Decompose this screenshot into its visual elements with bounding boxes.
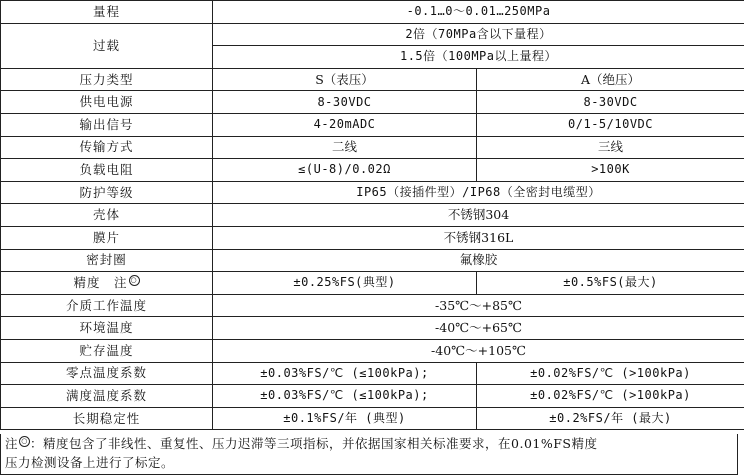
cell-value: 不锈钢304 xyxy=(213,204,744,227)
row-label: 负载电阻 xyxy=(1,159,213,182)
row-label: 密封圈 xyxy=(1,249,213,272)
table-row xyxy=(1,294,744,317)
table-row xyxy=(1,23,744,46)
cell-value: A（绝压） xyxy=(477,68,744,91)
cell-value: 4-20mADC xyxy=(213,113,477,136)
row-label: 环境温度 xyxy=(1,317,213,340)
cell-value: IP65（接插件型）/IP68（全密封电缆型） xyxy=(213,181,744,204)
note-marker-icon: ○ xyxy=(130,276,138,285)
cell-value: 0/1-5/10VDC xyxy=(477,113,744,136)
row-label: 壳体 xyxy=(1,204,213,227)
footnote-line xyxy=(5,434,737,453)
row-label: 压力类型 xyxy=(1,68,213,91)
footnote-line: 压力检测设备上进行了标定。 xyxy=(5,455,175,470)
cell-value: ±0.02%FS/℃ (>100kPa) xyxy=(477,385,744,408)
cell-value: 三线 xyxy=(477,136,744,159)
cell-value: 1.5倍（100MPa以上量程） xyxy=(213,46,744,69)
table-row xyxy=(1,249,744,272)
footnote-prefix: 注 xyxy=(5,436,19,451)
cell-value: 二线 xyxy=(213,136,477,159)
cell-value: ±0.02%FS/℃ (>100kPa) xyxy=(477,362,744,385)
table-row xyxy=(1,385,744,408)
row-label: 贮存温度 xyxy=(1,339,213,362)
cell-value: ±0.03%FS/℃ (≤100kPa); xyxy=(213,362,477,385)
table-row xyxy=(1,113,744,136)
cell-value: 2倍（70MPa含以下量程） xyxy=(213,23,744,46)
row-label: 长期稳定性 xyxy=(1,407,213,430)
table-row xyxy=(1,272,744,295)
cell-value: ±0.03%FS/℃ (≤100kPa); xyxy=(213,385,477,408)
footnote xyxy=(0,434,738,475)
note-marker-icon: ○ xyxy=(19,436,30,447)
table-row xyxy=(1,407,744,430)
table-row xyxy=(1,204,744,227)
footnote-text: ：精度包含了非线性、重复性、压力迟滞等三项指标，并依据国家相关标准要求，在0.01%FS精度 xyxy=(30,436,598,451)
cell-value: >100K xyxy=(477,159,744,182)
cell-value: ±0.1%FS/年 (典型) xyxy=(213,407,477,430)
cell-value: 8-30VDC xyxy=(213,91,477,114)
row-label: 零点温度系数 xyxy=(1,362,213,385)
cell-value: -40℃～+65℃ xyxy=(213,317,744,340)
table-row xyxy=(1,339,744,362)
cell-value: S（表压） xyxy=(213,68,477,91)
table-row xyxy=(1,181,744,204)
table-row xyxy=(1,362,744,385)
row-label: 输出信号 xyxy=(1,113,213,136)
cell-value: 氟橡胶 xyxy=(213,249,744,272)
row-label: 防护等级 xyxy=(1,181,213,204)
table-row xyxy=(1,317,744,340)
row-label xyxy=(1,272,213,295)
cell-value: 8-30VDC xyxy=(477,91,744,114)
table-row xyxy=(1,159,744,182)
cell-value: 不锈钢316L xyxy=(213,226,744,249)
row-label: 供电电源 xyxy=(1,91,213,114)
row-label-text: 精度 注 xyxy=(73,275,128,291)
cell-value: -0.1…0～0.01…250MPa xyxy=(213,1,744,24)
row-label: 膜片 xyxy=(1,226,213,249)
row-label: 满度温度系数 xyxy=(1,385,213,408)
row-label: 传输方式 xyxy=(1,136,213,159)
table-row xyxy=(1,91,744,114)
cell-value: ±0.25%FS(典型) xyxy=(213,272,477,295)
cell-value: ±0.5%FS(最大) xyxy=(477,272,744,295)
cell-value: -35℃～+85℃ xyxy=(213,294,744,317)
table-row xyxy=(1,136,744,159)
table-row xyxy=(1,68,744,91)
row-label: 量程 xyxy=(1,1,213,24)
cell-value: -40℃～+105℃ xyxy=(213,339,744,362)
cell-value: ≤(U-8)/0.02Ω xyxy=(213,159,477,182)
row-label: 过载 xyxy=(1,23,213,68)
row-label: 介质工作温度 xyxy=(1,294,213,317)
table-row xyxy=(1,226,744,249)
table-row xyxy=(1,1,744,24)
cell-value: ±0.2%FS/年 (最大) xyxy=(477,407,744,430)
